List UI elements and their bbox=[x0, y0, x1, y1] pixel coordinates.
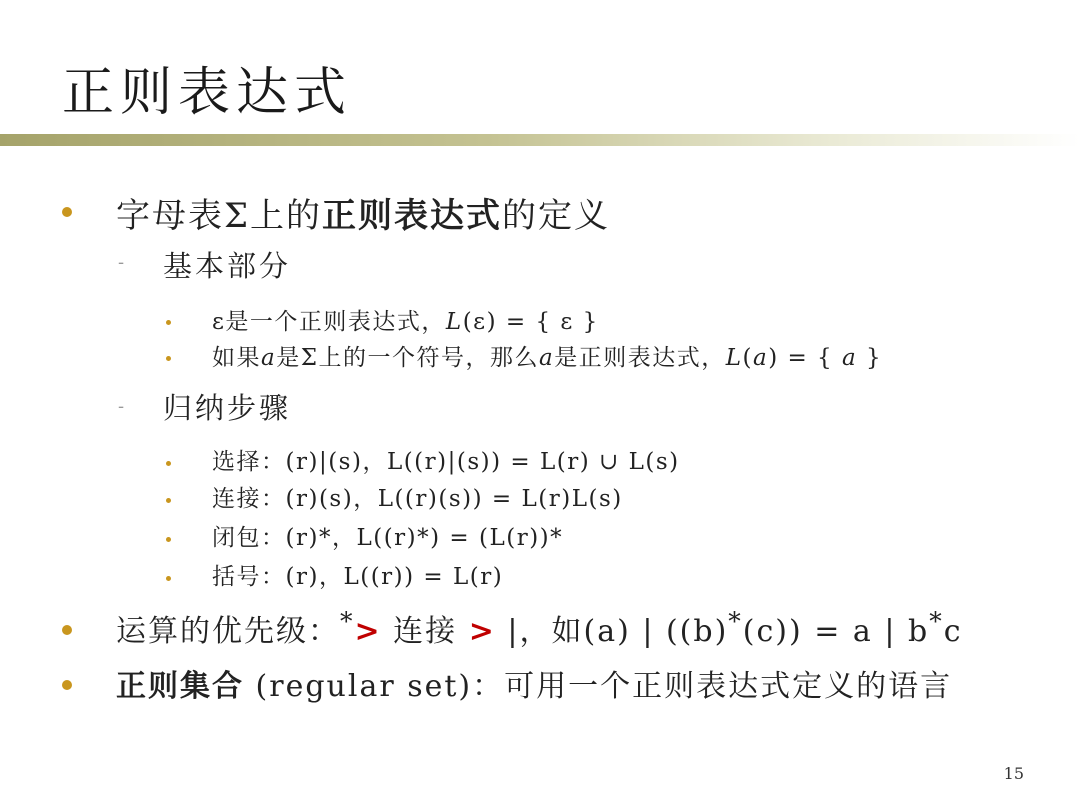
basis-label: 基本部分 bbox=[163, 249, 292, 283]
bullet-dot bbox=[62, 207, 72, 217]
basis-item-symbol: 如果a是Σ上的一个符号，那么a是正则表达式，L(a) = { a } bbox=[212, 345, 883, 371]
bullet-dot bbox=[166, 461, 171, 466]
basis-item-epsilon: ε是一个正则表达式，L(ε) = { ε } bbox=[212, 309, 599, 335]
regular-set-line: 正则集合 (regular set)：可用一个正则表达式定义的语言 bbox=[116, 669, 953, 704]
dash-marker: - bbox=[118, 396, 125, 417]
bullet-dot bbox=[166, 356, 171, 361]
induction-label: 归纳步骤 bbox=[163, 391, 292, 425]
bullet-dot bbox=[166, 498, 171, 503]
definition-heading: 字母表Σ上的正则表达式的定义 bbox=[116, 196, 611, 236]
dash-marker: - bbox=[118, 252, 125, 273]
slide-title: 正则表达式 bbox=[62, 63, 353, 123]
bullet-dot bbox=[166, 576, 171, 581]
page-number: 15 bbox=[1003, 764, 1024, 783]
bullet-dot bbox=[166, 320, 171, 325]
title-underline bbox=[0, 134, 1080, 146]
bullet-dot bbox=[166, 537, 171, 542]
bullet-dot bbox=[62, 625, 72, 635]
induction-union: 选择：(r)|(s)，L((r)|(s)) = L(r) ∪ L(s) bbox=[212, 449, 680, 475]
induction-paren: 括号：(r)，L((r)) = L(r) bbox=[212, 564, 504, 590]
definition-heading-bold: 正则表达式 bbox=[322, 196, 503, 236]
precedence-line: 运算的优先级：*> 连接 > |，如(a) | ((b)*(c)) = a | b*c bbox=[116, 607, 963, 649]
induction-closure: 闭包：(r)*，L((r)*) = (L(r))* bbox=[212, 525, 564, 551]
induction-concat: 连接：(r)(s)，L((r)(s)) = L(r)L(s) bbox=[212, 486, 623, 512]
bullet-dot bbox=[62, 680, 72, 690]
